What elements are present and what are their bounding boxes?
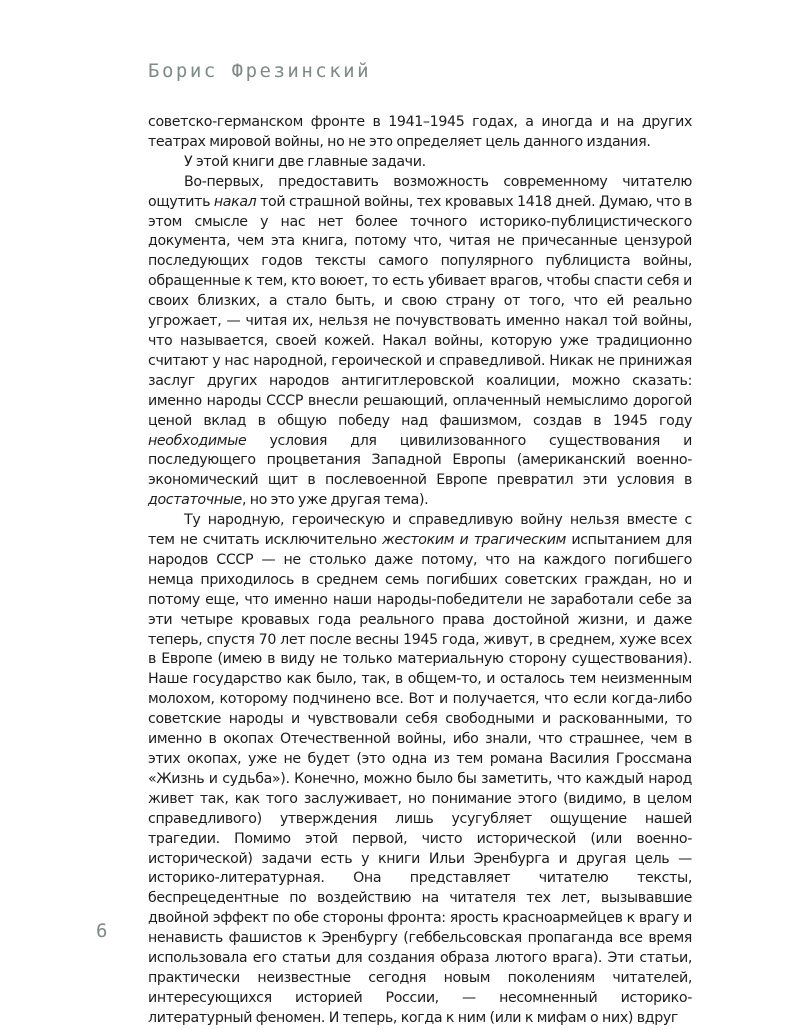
paragraph-text: , но это уже другая тема). bbox=[241, 492, 429, 509]
emphasis-text: необходимые bbox=[148, 432, 247, 449]
paragraph bbox=[148, 173, 692, 511]
paragraph-text: У этой книги две главные задачи. bbox=[184, 153, 426, 170]
running-head: Борис Фрезинский bbox=[148, 60, 372, 82]
page-number: 6 bbox=[96, 920, 108, 942]
paragraph-text: Во-первых, предоставить возможность современному читателю ощутить bbox=[148, 173, 692, 210]
paragraph-text: той страшной войны, тех кровавых 1418 дней. Думаю, что в этом смысле у нас нет более точного историко-публицистического документа, чем эта книга, потому что, читая не причесанные цензурой последующих годов тексты самого популярного публициста войны, обращенные к тем, кто воюет, то есть убивает врагов, чтобы спасти себя и своих близких, а стало быть, и свою страну от того, что ей реально угрожает, — читая их, нельзя не почувствовать именно накал той войны, что называется, своей кожей. Накал войны, которую уже традиционно считают у нас народной, героической и справедливой. Никак не принижая заслуг других народов антигитлеровской коалиции, можно сказать: именно народы СССР внесли решающий, оплаченный немыслимо дорогой ценой вклад в общую победу над фашизмом, создав в 1945 году bbox=[148, 193, 692, 429]
paragraph-text: условия для цивилизованного существования и последующего процветания Западной Европы (американский военно-экономический щит в послевоенной Европе превратил эти условия в bbox=[148, 432, 692, 489]
emphasis-text: жестоким и трагическим bbox=[382, 532, 566, 549]
paragraph-text: испытанием для народов СССР — не столько даже потому, что на каждого погибшего немца приходилось в среднем семь погибших советских граждан, но и потому еще, что именно наши народы-победители не заработали себе за эти четыре кровавых года реального права достойной жизни, и даже теперь, спустя 70 лет после весны 1945 года, живут, в среднем, хуже всех в Европе (имею в виду не только материальную сторону существования). Наше государство как было, так, в общем-то, и осталось тем неизменным молохом, которому подчинено все. Вот и получается, что если когда-либо советские народы и чувствовали себя свободными и раскованными, то именно в окопах Отечественной войны, ибо знали, что страшнее, чем в этих окопах, уже не будет (это одна из тем романа Василия Гроссмана «Жизнь и судьба»). Конечно, можно было бы заметить, что каждый народ живет так, как того заслуживает, но понимание этого (видимо, в целом справедливого) утверждения лишь усугубляет ощущение нашей трагедии. Помимо этой первой, чисто исторической (или военно-исторической) задачи есть у книги Ильи Эренбурга и другая цель — историко-литературная. Она представляет читателю тексты, беспрецедентные по воздействию на читателя тех лет, вызывавшие двойной эффект по обе стороны фронта: ярость красноармейцев к врагу и ненависть фашистов к Эренбургу (геббельсовская пропаганда все время использовала его статьи для создания образа лютого врага). Эти статьи, практически неизвестные сегодня новым поколениям читателей, интересующихся историей России, — несомненный историко-литературный феномен. И теперь, когда к ним (или к мифам о них) вдруг bbox=[148, 532, 692, 1026]
paragraph-text: советско-германском фронте в 1941–1945 годах, а иногда и на других театрах мировой войны, но не это определяет цель данного издания. bbox=[148, 114, 692, 150]
emphasis-text: достаточные bbox=[148, 492, 242, 509]
body-text bbox=[148, 113, 692, 1029]
paragraph-text: Ту народную, героическую и справедливую войну нельзя вместе с тем не считать исключительно bbox=[148, 512, 692, 549]
paragraph bbox=[148, 153, 692, 173]
paragraph bbox=[148, 113, 692, 153]
emphasis-text: накал bbox=[213, 193, 257, 210]
paragraph bbox=[148, 511, 692, 1029]
